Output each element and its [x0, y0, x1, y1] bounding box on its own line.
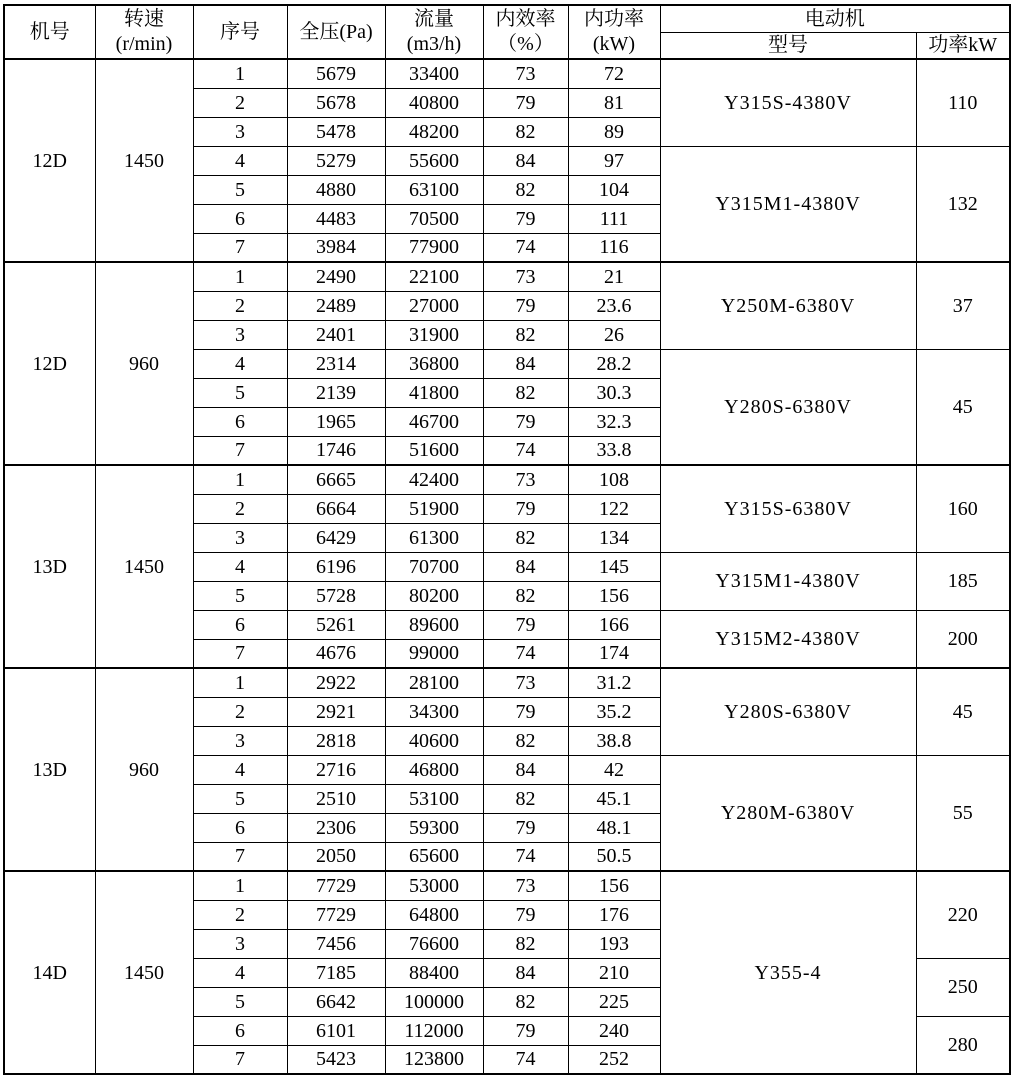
serial-cell: 7 — [193, 1045, 287, 1074]
flow-cell: 31900 — [385, 320, 483, 349]
header-serial: 序号 — [193, 5, 287, 59]
flow-cell: 99000 — [385, 639, 483, 668]
motor-model-cell: Y280M-6380V — [660, 755, 916, 871]
speed-cell: 1450 — [95, 465, 193, 668]
flow-cell: 112000 — [385, 1016, 483, 1045]
efficiency-cell: 79 — [483, 291, 568, 320]
pressure-cell: 2050 — [287, 842, 385, 871]
inner-power-cell: 81 — [568, 88, 660, 117]
pressure-cell: 1746 — [287, 436, 385, 465]
motor-model-cell: Y280S-6380V — [660, 349, 916, 465]
serial-cell: 6 — [193, 407, 287, 436]
flow-cell: 59300 — [385, 813, 483, 842]
machine-number-cell: 12D — [4, 59, 95, 262]
motor-power-cell: 160 — [916, 465, 1010, 552]
flow-cell: 63100 — [385, 175, 483, 204]
efficiency-cell: 74 — [483, 233, 568, 262]
machine-number-cell: 13D — [4, 668, 95, 871]
inner-power-cell: 108 — [568, 465, 660, 494]
flow-cell: 70500 — [385, 204, 483, 233]
motor-power-cell: 220 — [916, 871, 1010, 958]
motor-model-cell: Y315M1-4380V — [660, 552, 916, 610]
flow-cell: 34300 — [385, 697, 483, 726]
serial-cell: 4 — [193, 146, 287, 175]
motor-power-cell: 55 — [916, 755, 1010, 871]
header-speed-line1: 转速 — [124, 8, 164, 30]
inner-power-cell: 97 — [568, 146, 660, 175]
serial-cell: 3 — [193, 523, 287, 552]
inner-power-cell: 145 — [568, 552, 660, 581]
flow-cell: 51900 — [385, 494, 483, 523]
flow-cell: 100000 — [385, 987, 483, 1016]
inner-power-cell: 89 — [568, 117, 660, 146]
flow-cell: 36800 — [385, 349, 483, 378]
pressure-cell: 6665 — [287, 465, 385, 494]
motor-model-cell: Y315S-4380V — [660, 59, 916, 146]
motor-power-cell: 250 — [916, 958, 1010, 1016]
table-row — [4, 465, 1010, 494]
serial-cell: 5 — [193, 784, 287, 813]
motor-model-cell: Y280S-6380V — [660, 668, 916, 755]
speed-cell: 1450 — [95, 59, 193, 262]
pressure-cell: 4880 — [287, 175, 385, 204]
speed-cell: 960 — [95, 262, 193, 465]
serial-cell: 2 — [193, 291, 287, 320]
serial-cell: 5 — [193, 175, 287, 204]
serial-cell: 2 — [193, 697, 287, 726]
serial-cell: 7 — [193, 639, 287, 668]
serial-cell: 1 — [193, 59, 287, 88]
motor-model-cell: Y315M2-4380V — [660, 610, 916, 668]
inner-power-cell: 32.3 — [568, 407, 660, 436]
pressure-cell: 7729 — [287, 871, 385, 900]
efficiency-cell: 74 — [483, 639, 568, 668]
efficiency-cell: 79 — [483, 88, 568, 117]
inner-power-cell: 48.1 — [568, 813, 660, 842]
motor-power-cell: 185 — [916, 552, 1010, 610]
motor-power-cell: 45 — [916, 349, 1010, 465]
header-speed — [95, 5, 193, 59]
pressure-cell: 2510 — [287, 784, 385, 813]
flow-cell: 64800 — [385, 900, 483, 929]
inner-power-cell: 193 — [568, 929, 660, 958]
motor-model-cell: Y250M-6380V — [660, 262, 916, 349]
serial-cell: 1 — [193, 871, 287, 900]
serial-cell: 7 — [193, 436, 287, 465]
flow-cell: 53000 — [385, 871, 483, 900]
flow-cell: 41800 — [385, 378, 483, 407]
efficiency-cell: 82 — [483, 784, 568, 813]
flow-cell: 65600 — [385, 842, 483, 871]
pressure-cell: 2490 — [287, 262, 385, 291]
efficiency-cell: 84 — [483, 349, 568, 378]
header-motor-power: 功率kW — [916, 32, 1010, 59]
serial-cell: 1 — [193, 262, 287, 291]
serial-cell: 2 — [193, 88, 287, 117]
efficiency-cell: 82 — [483, 320, 568, 349]
flow-cell: 77900 — [385, 233, 483, 262]
serial-cell: 6 — [193, 610, 287, 639]
pressure-cell: 2818 — [287, 726, 385, 755]
pressure-cell: 2401 — [287, 320, 385, 349]
efficiency-cell: 84 — [483, 958, 568, 987]
header-pressure: 全压(Pa) — [287, 5, 385, 59]
efficiency-cell: 84 — [483, 146, 568, 175]
pressure-cell: 2921 — [287, 697, 385, 726]
pressure-cell: 6101 — [287, 1016, 385, 1045]
flow-cell: 22100 — [385, 262, 483, 291]
efficiency-cell: 73 — [483, 262, 568, 291]
pressure-cell: 7729 — [287, 900, 385, 929]
efficiency-cell: 82 — [483, 929, 568, 958]
flow-cell: 89600 — [385, 610, 483, 639]
pressure-cell: 1965 — [287, 407, 385, 436]
serial-cell: 2 — [193, 900, 287, 929]
serial-cell: 4 — [193, 552, 287, 581]
inner-power-cell: 166 — [568, 610, 660, 639]
efficiency-cell: 74 — [483, 436, 568, 465]
inner-power-cell: 156 — [568, 581, 660, 610]
efficiency-cell: 82 — [483, 523, 568, 552]
table-row — [4, 262, 1010, 291]
header-efficiency-line1: 内效率 — [495, 8, 556, 30]
inner-power-cell: 210 — [568, 958, 660, 987]
serial-cell: 1 — [193, 465, 287, 494]
header-inner-power — [568, 5, 660, 59]
inner-power-cell: 33.8 — [568, 436, 660, 465]
efficiency-cell: 82 — [483, 987, 568, 1016]
flow-cell: 70700 — [385, 552, 483, 581]
machine-number-cell: 14D — [4, 871, 95, 1074]
efficiency-cell: 74 — [483, 842, 568, 871]
serial-cell: 2 — [193, 494, 287, 523]
inner-power-cell: 50.5 — [568, 842, 660, 871]
efficiency-cell: 82 — [483, 581, 568, 610]
motor-power-cell: 132 — [916, 146, 1010, 262]
machine-number-cell: 13D — [4, 465, 95, 668]
pressure-cell: 2489 — [287, 291, 385, 320]
inner-power-cell: 252 — [568, 1045, 660, 1074]
efficiency-cell: 73 — [483, 465, 568, 494]
table-row — [4, 871, 1010, 900]
pressure-cell: 5279 — [287, 146, 385, 175]
inner-power-cell: 45.1 — [568, 784, 660, 813]
efficiency-cell: 82 — [483, 726, 568, 755]
inner-power-cell: 30.3 — [568, 378, 660, 407]
serial-cell: 6 — [193, 813, 287, 842]
machine-number-cell: 12D — [4, 262, 95, 465]
flow-cell: 53100 — [385, 784, 483, 813]
pressure-cell: 4676 — [287, 639, 385, 668]
table-header — [4, 5, 1010, 59]
serial-cell: 1 — [193, 668, 287, 697]
efficiency-cell: 84 — [483, 552, 568, 581]
motor-model-cell: Y355-4 — [660, 871, 916, 1074]
efficiency-cell: 79 — [483, 900, 568, 929]
efficiency-cell: 79 — [483, 610, 568, 639]
efficiency-cell: 74 — [483, 1045, 568, 1074]
efficiency-cell: 73 — [483, 668, 568, 697]
inner-power-cell: 116 — [568, 233, 660, 262]
flow-cell: 61300 — [385, 523, 483, 552]
inner-power-cell: 240 — [568, 1016, 660, 1045]
motor-model-cell: Y315M1-4380V — [660, 146, 916, 262]
flow-cell: 46800 — [385, 755, 483, 784]
speed-cell: 960 — [95, 668, 193, 871]
serial-cell: 3 — [193, 117, 287, 146]
flow-cell: 40800 — [385, 88, 483, 117]
pressure-cell: 7185 — [287, 958, 385, 987]
motor-model-cell: Y315S-6380V — [660, 465, 916, 552]
table-row — [4, 59, 1010, 88]
table-body — [4, 59, 1010, 1074]
serial-cell: 7 — [193, 842, 287, 871]
motor-power-cell: 280 — [916, 1016, 1010, 1074]
speed-cell: 1450 — [95, 871, 193, 1074]
serial-cell: 3 — [193, 726, 287, 755]
pressure-cell: 6642 — [287, 987, 385, 1016]
flow-cell: 55600 — [385, 146, 483, 175]
pressure-cell: 6196 — [287, 552, 385, 581]
serial-cell: 6 — [193, 204, 287, 233]
flow-cell: 88400 — [385, 958, 483, 987]
pressure-cell: 5261 — [287, 610, 385, 639]
inner-power-cell: 23.6 — [568, 291, 660, 320]
serial-cell: 7 — [193, 233, 287, 262]
inner-power-cell: 42 — [568, 755, 660, 784]
inner-power-cell: 72 — [568, 59, 660, 88]
serial-cell: 4 — [193, 755, 287, 784]
pressure-cell: 5728 — [287, 581, 385, 610]
pressure-cell: 6664 — [287, 494, 385, 523]
flow-cell: 28100 — [385, 668, 483, 697]
motor-power-cell: 45 — [916, 668, 1010, 755]
motor-power-cell: 200 — [916, 610, 1010, 668]
flow-cell: 76600 — [385, 929, 483, 958]
efficiency-cell: 79 — [483, 494, 568, 523]
flow-cell: 48200 — [385, 117, 483, 146]
header-efficiency-line2: （%） — [497, 33, 554, 55]
efficiency-cell: 84 — [483, 755, 568, 784]
header-motor-model: 型号 — [660, 32, 916, 59]
serial-cell: 6 — [193, 1016, 287, 1045]
header-flow-line1: 流量 — [414, 8, 454, 30]
flow-cell: 51600 — [385, 436, 483, 465]
inner-power-cell: 104 — [568, 175, 660, 204]
inner-power-cell: 156 — [568, 871, 660, 900]
flow-cell: 42400 — [385, 465, 483, 494]
header-flow-line2: (m3/h) — [406, 33, 462, 55]
inner-power-cell: 176 — [568, 900, 660, 929]
pressure-cell: 5478 — [287, 117, 385, 146]
serial-cell: 3 — [193, 929, 287, 958]
motor-power-cell: 37 — [916, 262, 1010, 349]
pressure-cell: 6429 — [287, 523, 385, 552]
header-inner-power-line2: (kW) — [592, 33, 636, 55]
flow-cell: 40600 — [385, 726, 483, 755]
header-machine-number: 机号 — [4, 5, 95, 59]
flow-cell: 33400 — [385, 59, 483, 88]
flow-cell: 123800 — [385, 1045, 483, 1074]
efficiency-cell: 79 — [483, 813, 568, 842]
pressure-cell: 5678 — [287, 88, 385, 117]
header-motor: 电动机 — [660, 5, 1010, 32]
header-flow — [385, 5, 483, 59]
inner-power-cell: 174 — [568, 639, 660, 668]
pressure-cell: 7456 — [287, 929, 385, 958]
serial-cell: 5 — [193, 581, 287, 610]
inner-power-cell: 26 — [568, 320, 660, 349]
efficiency-cell: 79 — [483, 1016, 568, 1045]
efficiency-cell: 82 — [483, 175, 568, 204]
inner-power-cell: 21 — [568, 262, 660, 291]
pressure-cell: 2139 — [287, 378, 385, 407]
efficiency-cell: 79 — [483, 204, 568, 233]
inner-power-cell: 31.2 — [568, 668, 660, 697]
efficiency-cell: 82 — [483, 378, 568, 407]
header-inner-power-line1: 内功率 — [584, 8, 644, 30]
inner-power-cell: 35.2 — [568, 697, 660, 726]
efficiency-cell: 73 — [483, 59, 568, 88]
inner-power-cell: 225 — [568, 987, 660, 1016]
efficiency-cell: 79 — [483, 697, 568, 726]
efficiency-cell: 79 — [483, 407, 568, 436]
table-row — [4, 668, 1010, 697]
pressure-cell: 3984 — [287, 233, 385, 262]
fan-performance-table — [3, 4, 1011, 1075]
serial-cell: 3 — [193, 320, 287, 349]
flow-cell: 46700 — [385, 407, 483, 436]
inner-power-cell: 134 — [568, 523, 660, 552]
serial-cell: 4 — [193, 349, 287, 378]
pressure-cell: 5679 — [287, 59, 385, 88]
pressure-cell: 2306 — [287, 813, 385, 842]
inner-power-cell: 38.8 — [568, 726, 660, 755]
serial-cell: 5 — [193, 378, 287, 407]
pressure-cell: 2314 — [287, 349, 385, 378]
header-efficiency — [483, 5, 568, 59]
inner-power-cell: 111 — [568, 204, 660, 233]
pressure-cell: 2716 — [287, 755, 385, 784]
inner-power-cell: 28.2 — [568, 349, 660, 378]
flow-cell: 27000 — [385, 291, 483, 320]
serial-cell: 4 — [193, 958, 287, 987]
serial-cell: 5 — [193, 987, 287, 1016]
pressure-cell: 2922 — [287, 668, 385, 697]
flow-cell: 80200 — [385, 581, 483, 610]
efficiency-cell: 82 — [483, 117, 568, 146]
motor-power-cell: 110 — [916, 59, 1010, 146]
efficiency-cell: 73 — [483, 871, 568, 900]
header-speed-line2: (r/min) — [115, 33, 173, 55]
pressure-cell: 5423 — [287, 1045, 385, 1074]
inner-power-cell: 122 — [568, 494, 660, 523]
pressure-cell: 4483 — [287, 204, 385, 233]
